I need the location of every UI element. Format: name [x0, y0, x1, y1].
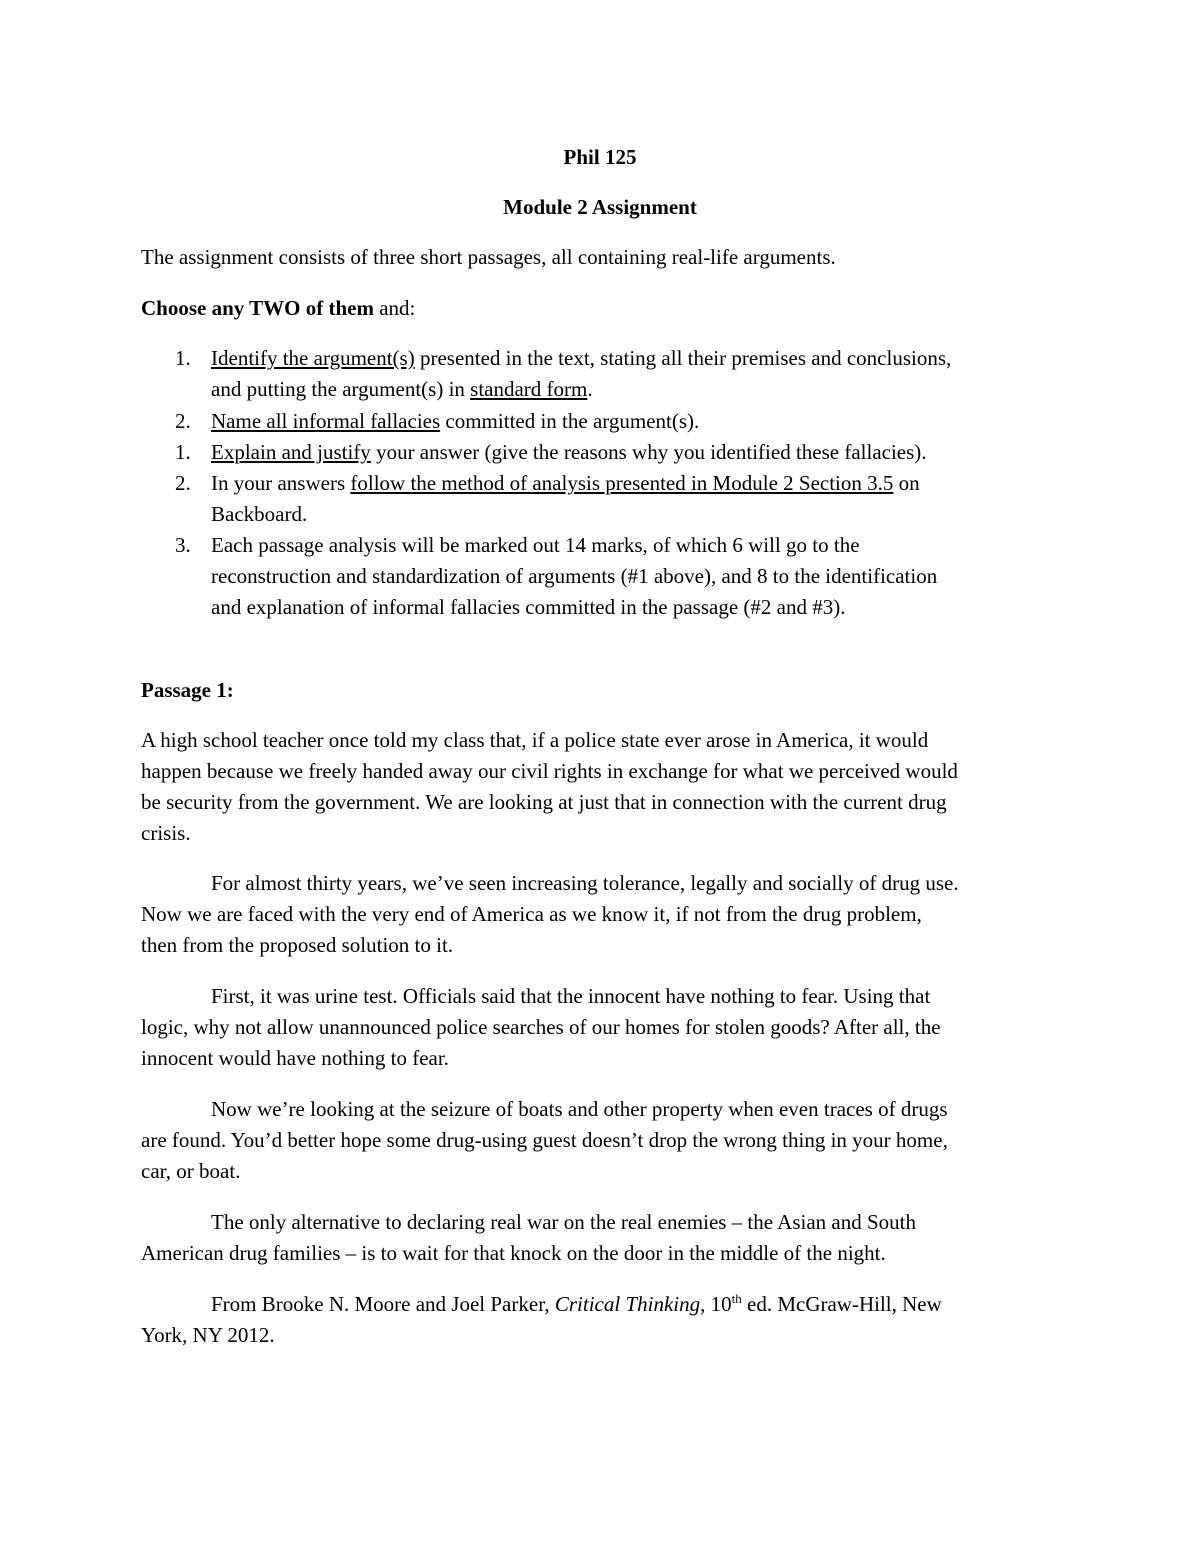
- instruction-text: .: [587, 377, 593, 401]
- instruction-number: 1.: [175, 440, 191, 464]
- choose-line: [141, 293, 415, 324]
- assignment-title: Module 2 Assignment: [503, 195, 697, 219]
- passage-heading: Passage 1:: [141, 678, 234, 702]
- instruction-text: In your answers: [211, 471, 351, 495]
- passage-line: American drug families – is to wait for that knock on the door in the middle of the night.: [141, 1241, 886, 1265]
- passage-line: First, it was urine test. Officials said that the innocent have nothing to fear. Using that: [211, 984, 931, 1008]
- citation-line: [211, 1289, 942, 1320]
- edition-superscript: th: [731, 1291, 742, 1306]
- passage-line: The only alternative to declaring real war on the real enemies – the Asian and South: [211, 1210, 917, 1234]
- choose-rest: and:: [373, 296, 416, 320]
- instruction-item: [211, 468, 920, 499]
- instruction-number: 2.: [175, 409, 191, 433]
- choose-bold: Choose any TWO of them: [141, 296, 374, 320]
- instruction-emphasis: follow the method of analysis presented in Module 2 Section 3.5: [350, 471, 894, 495]
- instruction-emphasis: Name all informal fallacies: [211, 409, 441, 433]
- instruction-item-continued: reconstruction and standardization of arguments (#1 above), and 8 to the identification: [211, 564, 938, 588]
- passage-line: then from the proposed solution to it.: [141, 933, 454, 957]
- intro-text: The assignment consists of three short passages, all containing real-life arguments.: [141, 245, 836, 269]
- passage-line: logic, why not allow unannounced police searches of our homes for stolen goods? After all, the: [141, 1015, 941, 1039]
- instruction-text: committed in the argument(s).: [440, 409, 700, 433]
- instruction-emphasis: standard form: [470, 377, 588, 401]
- instruction-text: on: [893, 471, 920, 495]
- citation-text: , 10: [700, 1292, 732, 1316]
- passage-line: are found. You’d better hope some drug-using guest doesn’t drop the wrong thing in your home,: [141, 1128, 948, 1152]
- passage-line: Now we’re looking at the seizure of boats and other property when even traces of drugs: [211, 1097, 948, 1121]
- book-title: Critical Thinking: [554, 1292, 701, 1316]
- instruction-item-continued: Backboard.: [211, 502, 308, 526]
- passage-line: A high school teacher once told my class that, if a police state ever arose in America, it would: [141, 728, 929, 752]
- instruction-text: and putting the argument(s) in: [211, 377, 471, 401]
- instruction-emphasis: Identify the argument(s): [211, 346, 415, 370]
- instruction-item: [211, 437, 927, 468]
- instruction-number: 3.: [175, 533, 191, 557]
- passage-line: Now we are faced with the very end of America as we know it, if not from the drug problem,: [141, 902, 922, 926]
- instruction-text: your answer (give the reasons why you identified these fallacies).: [370, 440, 927, 464]
- instruction-item: [211, 343, 951, 374]
- instruction-item-continued: [211, 374, 593, 405]
- passage-line: be security from the government. We are looking at just that in connection with the current drug: [141, 790, 947, 814]
- passage-line: For almost thirty years, we’ve seen increasing tolerance, legally and socially of drug use.: [211, 871, 959, 895]
- instruction-item: Each passage analysis will be marked out 14 marks, of which 6 will go to the: [211, 533, 860, 557]
- citation-text: From Brooke N. Moore and Joel Parker,: [211, 1292, 555, 1316]
- instruction-item-continued: and explanation of informal fallacies committed in the passage (#2 and #3).: [211, 595, 846, 619]
- course-title: Phil 125: [563, 145, 637, 169]
- instruction-number: 2.: [175, 471, 191, 495]
- citation-text: ed. McGraw-Hill, New: [741, 1292, 942, 1316]
- passage-line: car, or boat.: [141, 1159, 241, 1183]
- citation-line: York, NY 2012.: [141, 1323, 275, 1347]
- instruction-emphasis: Explain and justify: [211, 440, 371, 464]
- passage-line: happen because we freely handed away our civil rights in exchange for what we perceived would: [141, 759, 958, 783]
- passage-line: crisis.: [141, 821, 191, 845]
- instruction-item: [211, 406, 699, 437]
- instruction-text: presented in the text, stating all their premises and conclusions,: [414, 346, 952, 370]
- passage-line: innocent would have nothing to fear.: [141, 1046, 449, 1070]
- instruction-number: 1.: [175, 346, 191, 370]
